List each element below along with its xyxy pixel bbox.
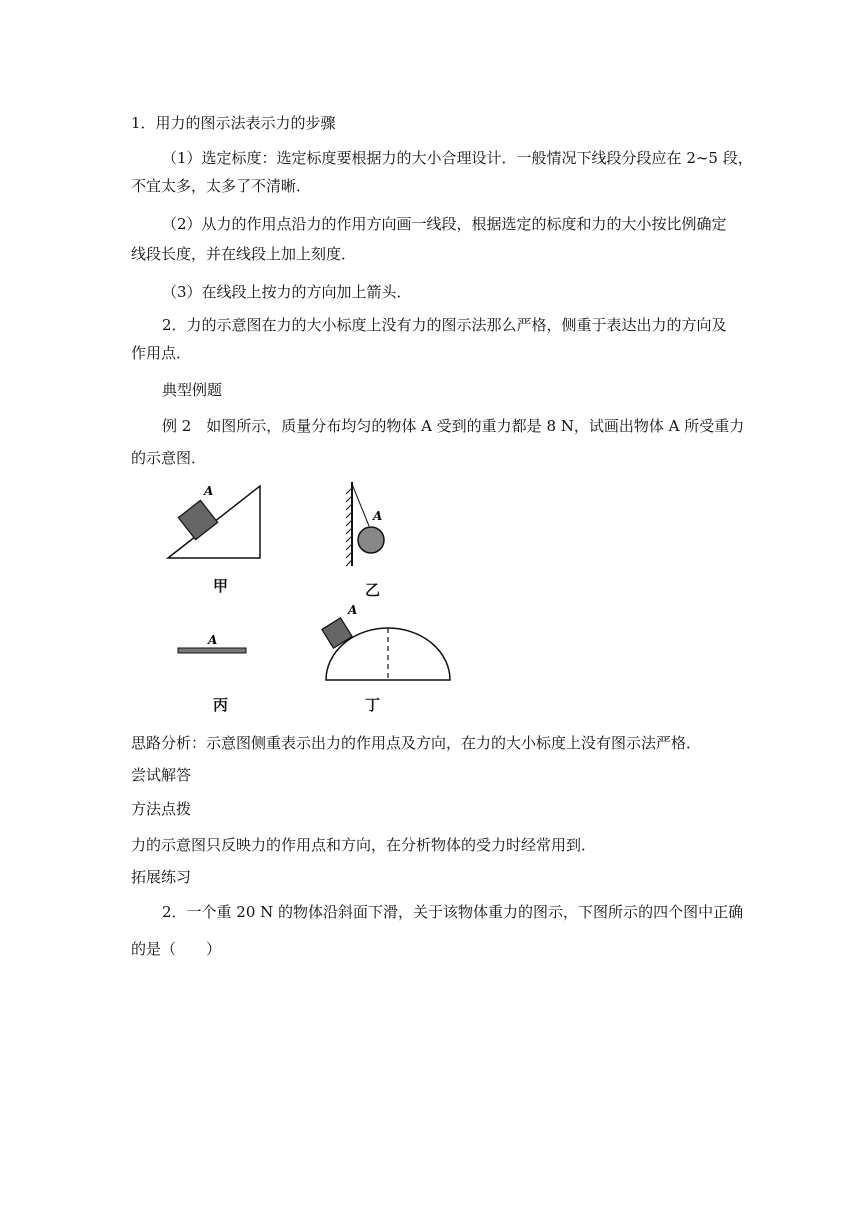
- try-answer-title: 尝试解答: [131, 766, 192, 784]
- label-a-ding: A: [348, 603, 358, 617]
- caption-yi: 乙: [365, 581, 381, 599]
- figure-yi-hanging-ball: [340, 480, 400, 570]
- step-2-line-2: 线段长度，并在线段上加上刻度．: [131, 245, 357, 263]
- label-a-jia: A: [204, 484, 214, 498]
- step-3: （3）在线段上按力的方向加上箭头．: [162, 283, 412, 301]
- label-a-bing: A: [208, 633, 218, 647]
- method-title: 方法点拨: [131, 800, 192, 818]
- caption-ding: 丁: [365, 696, 381, 714]
- ball-a: [358, 527, 384, 553]
- figure-ding-semicircle: [316, 600, 460, 686]
- step-2-line-1: （2）从力的作用点沿力的作用方向画一线段，根据选定的标度和力的大小按比例确定: [162, 215, 727, 233]
- question-2-line-1: 2．一个重 20 N 的物体沿斜面下滑，关于该物体重力的图示，下图所示的四个图中正确: [162, 903, 744, 921]
- point-2-line-2: 作用点．: [131, 344, 192, 362]
- figure-bing-plate: [172, 628, 252, 658]
- example-2-line-2: 的示意图．: [131, 449, 207, 467]
- plate-a: [178, 648, 246, 653]
- step-1-line-2: 不宜太多，太多了不清晰．: [131, 177, 312, 195]
- label-a-yi: A: [373, 509, 383, 523]
- caption-bing: 丙: [213, 696, 229, 714]
- example-2-line-1: 例 2 如图所示，质量分布均匀的物体 A 受到的重力都是 8 N，试画出物体 A 所受重力: [162, 417, 745, 435]
- practice-title: 拓展练习: [131, 868, 192, 886]
- method-text: 力的示意图只反映力的作用点和方向，在分析物体的受力时经常用到．: [131, 836, 597, 854]
- steps-heading: 1．用力的图示法表示力的步骤: [131, 114, 336, 132]
- string: [352, 484, 369, 526]
- thinking-analysis: 思路分析：示意图侧重表示出力的作用点及方向，在力的大小标度上没有图示法严格．: [131, 734, 702, 752]
- caption-jia: 甲: [213, 577, 229, 595]
- example-section-title: 典型例题: [162, 381, 223, 399]
- point-2-line-1: 2．力的示意图在力的大小标度上没有力的图示法那么严格，侧重于表达出力的方向及: [162, 316, 727, 334]
- figure-jia-incline: [160, 478, 270, 564]
- step-1-line-1: （1）选定标度：选定标度要根据力的大小合理设计．一般情况下线段分段应在 2~5 段，: [162, 149, 753, 167]
- question-2-line-2: 的是（ ）: [131, 940, 222, 958]
